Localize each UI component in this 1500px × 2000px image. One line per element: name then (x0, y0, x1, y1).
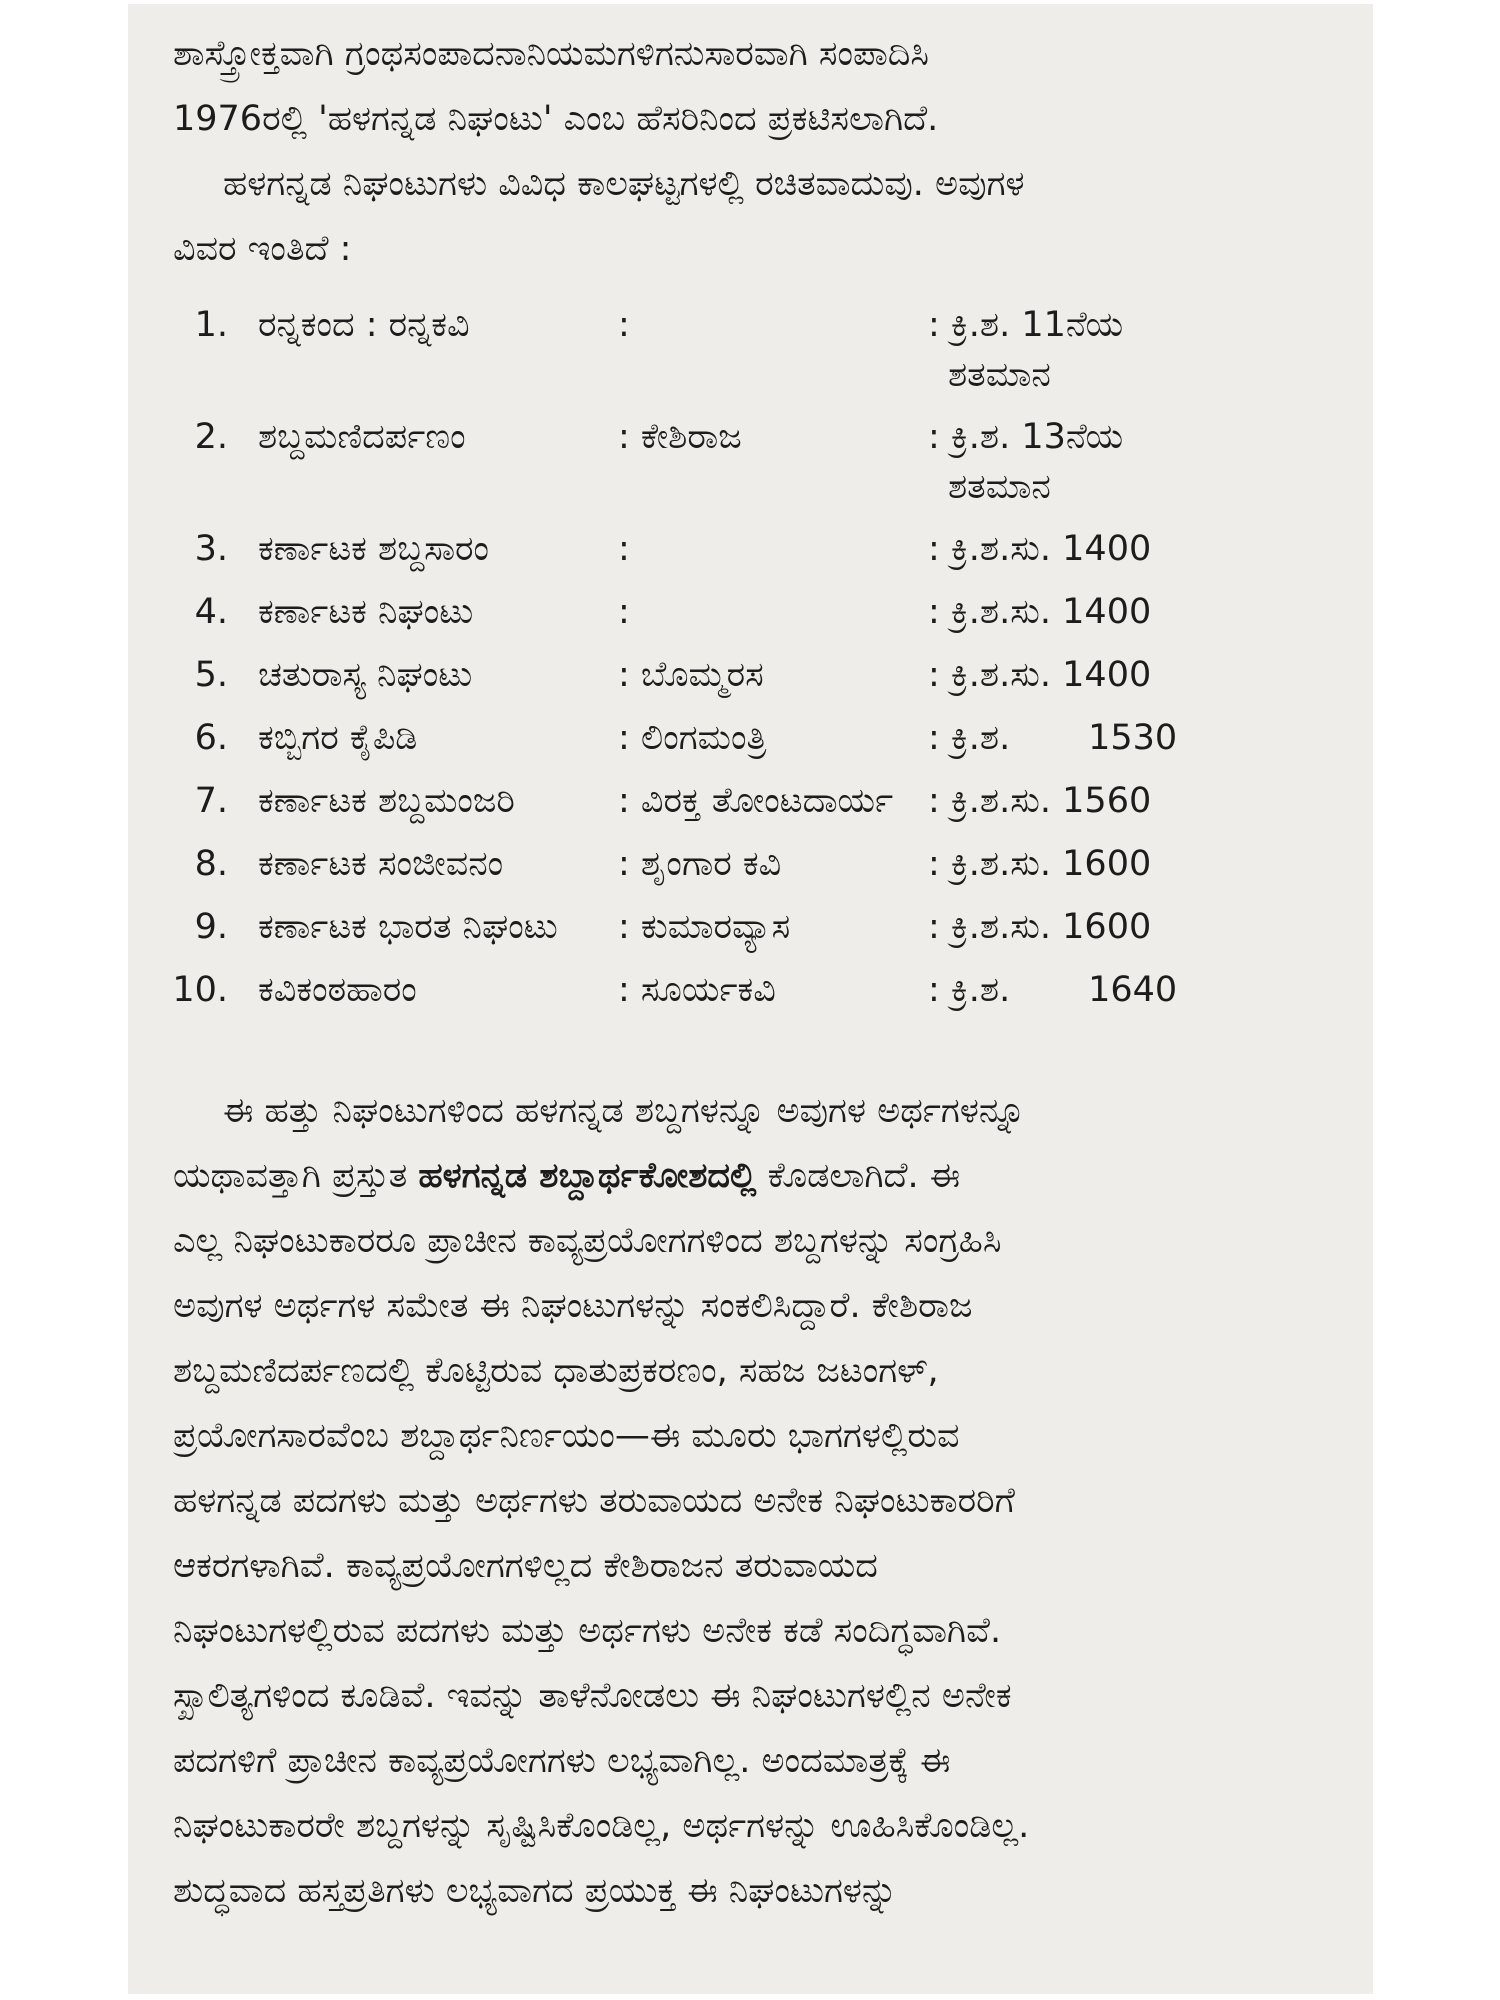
intro-paragraph (173, 22, 1353, 282)
item-number: 5. (194, 655, 228, 695)
item-author: : ಲಿಂಗಮಂತ್ರಿ (618, 718, 767, 758)
list-item (168, 518, 1348, 581)
list-item (168, 770, 1348, 833)
text-line: ಅವುಗಳ ಅರ್ಥಗಳ ಸಮೇತ ಈ ನಿಘಂಟುಗಳನ್ನು ಸಂಕಲಿಸಿದ್ದಾರೆ. ಕೇಶಿರಾಜ (173, 1286, 973, 1326)
nighantu-list (168, 294, 1348, 1022)
text-line: ಶುದ್ಧವಾದ ಹಸ್ತಪ್ರತಿಗಳು ಲಭ್ಯವಾಗದ ಪ್ರಯುಕ್ತ ಈ ನಿಘಂಟುಗಳನ್ನು (173, 1871, 898, 1911)
item-date: : ಕ್ರಿ.ಶ.ಸು. 1400 (928, 592, 1152, 632)
item-author: : (618, 305, 630, 345)
list-item (168, 896, 1348, 959)
list-item (168, 294, 1348, 406)
item-title: ಕವಿಕಂಠಹಾರಂ (258, 970, 417, 1010)
item-author: : ಬೊಮ್ಮರಸ (618, 655, 764, 695)
text-line: ಈ ಹತ್ತು ನಿಘಂಟುಗಳಿಂದ ಹಳಗನ್ನಡ ಶಬ್ದಗಳನ್ನೂ ಅವುಗಳ ಅರ್ಥಗಳನ್ನೂ (223, 1091, 1026, 1131)
book-page (128, 4, 1373, 1994)
book-title: ಹಳಗನ್ನಡ ಶಬ್ದಾರ್ಥಕೋಶದಲ್ಲಿ (418, 1156, 757, 1196)
item-number: 2. (194, 417, 228, 457)
item-date-continued: ಶತಮಾನ (948, 355, 1051, 395)
item-author: : ವಿರಕ್ತ ತೋಂಟದಾರ್ಯ (618, 781, 894, 821)
text-line: ಆಕರಗಳಾಗಿವೆ. ಕಾವ್ಯಪ್ರಯೋಗಗಳಿಲ್ಲದ ಕೇಶಿರಾಜನ ತರುವಾಯದ (173, 1546, 878, 1586)
item-date: : ಕ್ರಿ.ಶ. 1640 (928, 970, 1178, 1010)
item-number: 7. (194, 781, 228, 821)
item-title: ಕರ್ಣಾಟಕ ಶಬ್ದಸಾರಂ (258, 529, 490, 569)
item-number: 9. (194, 907, 228, 947)
item-title: ಕಬ್ಬಿಗರ ಕೈಪಿಡಿ (258, 718, 418, 758)
text-segment: ಕೊಡಲಾಗಿದೆ. ಈ (756, 1156, 961, 1196)
item-number: 3. (194, 529, 228, 569)
item-date: : ಕ್ರಿ.ಶ.ಸು. 1600 (928, 844, 1152, 884)
text-segment: ಯಥಾವತ್ತಾಗಿ ಪ್ರಸ್ತುತ (173, 1156, 419, 1196)
item-date: : ಕ್ರಿ.ಶ.ಸು. 1400 (928, 655, 1152, 695)
item-title: ಚತುರಾಸ್ಯ ನಿಘಂಟು (258, 655, 473, 695)
item-date: : ಕ್ರಿ.ಶ.ಸು. 1600 (928, 907, 1152, 947)
list-item (168, 581, 1348, 644)
list-item (168, 406, 1348, 518)
item-number: 4. (194, 592, 228, 632)
text-line: ನಿಘಂಟುಗಳಲ್ಲಿರುವ ಪದಗಳು ಮತ್ತು ಅರ್ಥಗಳು ಅನೇಕ ಕಡೆ ಸಂದಿಗ್ಧವಾಗಿವೆ. (173, 1611, 1002, 1651)
item-author: : ಶೃಂಗಾರ ಕವಿ (618, 844, 782, 884)
item-date: : ಕ್ರಿ.ಶ. 13ನೆಯ (928, 417, 1124, 457)
text-line: ಸ್ಖಾಲಿತ್ಯಗಳಿಂದ ಕೂಡಿವೆ. ಇವನ್ನು ತಾಳೆನೋಡಲು ಈ ನಿಘಂಟುಗಳಲ್ಲಿನ ಅನೇಕ (173, 1676, 1012, 1716)
item-title: ಕರ್ಣಾಟಕ ಭಾರತ ನಿಘಂಟು (258, 907, 558, 947)
text-line (173, 1144, 1353, 1209)
item-date: : ಕ್ರಿ.ಶ. 11ನೆಯ (928, 305, 1124, 345)
item-date: : ಕ್ರಿ.ಶ.ಸು. 1560 (928, 781, 1152, 821)
item-date: : ಕ್ರಿ.ಶ. 1530 (928, 718, 1178, 758)
item-number: 8. (194, 844, 228, 884)
list-item (168, 959, 1348, 1022)
item-title: ರನ್ನಕಂದ : ರನ್ನಕವಿ (258, 305, 470, 345)
text-line: ಶಬ್ದಮಣಿದರ್ಪಣದಲ್ಲಿ ಕೊಟ್ಟಿರುವ ಧಾತುಪ್ರಕರಣಂ, ಸಹಜ ಜಟಂಗಳ್, (173, 1351, 939, 1391)
list-item (168, 707, 1348, 770)
text-line: ನಿಘಂಟುಕಾರರೇ ಶಬ್ದಗಳನ್ನು ಸೃಷ್ಟಿಸಿಕೊಂಡಿಲ್ಲ, ಅರ್ಥಗಳನ್ನು ಊಹಿಸಿಕೊಂಡಿಲ್ಲ. (173, 1806, 1030, 1846)
text-line: ಎಲ್ಲ ನಿಘಂಟುಕಾರರೂ ಪ್ರಾಚೀನ ಕಾವ್ಯಪ್ರಯೋಗಗಳಿಂದ ಶಬ್ದಗಳನ್ನು ಸಂಗ್ರಹಿಸಿ (173, 1221, 1002, 1261)
list-item (168, 833, 1348, 896)
item-title: ಕರ್ಣಾಟಕ ನಿಘಂಟು (258, 592, 474, 632)
item-date: : ಕ್ರಿ.ಶ.ಸು. 1400 (928, 529, 1152, 569)
item-number: 1. (194, 305, 228, 345)
text-line: 1976ರಲ್ಲಿ 'ಹಳಗನ್ನಡ ನಿಘಂಟು' ಎಂಬ ಹೆಸರಿನಿಂದ ಪ್ರಕಟಿಸಲಾಗಿದೆ. (173, 99, 939, 139)
item-author: : ಕೇಶಿರಾಜ (618, 417, 742, 457)
item-title: ಕರ್ಣಾಟಕ ಶಬ್ದಮಂಜರಿ (258, 781, 515, 821)
item-number: 10. (172, 970, 228, 1010)
list-item (168, 644, 1348, 707)
text-line: ವಿವರ ಇಂತಿದೆ : (173, 229, 352, 269)
text-line: ಹಳಗನ್ನಡ ಪದಗಳು ಮತ್ತು ಅರ್ಥಗಳು ತರುವಾಯದ ಅನೇಕ ನಿಘಂಟುಕಾರರಿಗೆ (173, 1481, 1015, 1521)
item-title: ಕರ್ಣಾಟಕ ಸಂಜೀವನಂ (258, 844, 504, 884)
item-author: : (618, 529, 630, 569)
text-line: ಹಳಗನ್ನಡ ನಿಘಂಟುಗಳು ವಿವಿಧ ಕಾಲಘಟ್ಟಗಳಲ್ಲಿ ರಚಿತವಾದುವು. ಅವುಗಳ (223, 164, 1025, 204)
item-date-continued: ಶತಮಾನ (948, 467, 1051, 507)
body-paragraph (173, 1079, 1353, 1924)
text-line: ಪ್ರಯೋಗಸಾರವೆಂಬ ಶಬ್ದಾರ್ಥನಿರ್ಣಯಂ—ಈ ಮೂರು ಭಾಗಗಳಲ್ಲಿರುವ (173, 1416, 960, 1456)
text-line: ಪದಗಳಿಗೆ ಪ್ರಾಚೀನ ಕಾವ್ಯಪ್ರಯೋಗಗಳು ಲಭ್ಯವಾಗಿಲ್ಲ. ಅಂದಮಾತ್ರಕ್ಕೆ ಈ (173, 1741, 951, 1781)
text-line: ಶಾಸ್ತ್ರೋಕ್ತವಾಗಿ ಗ್ರಂಥಸಂಪಾದನಾನಿಯಮಗಳಿಗನುಸಾರವಾಗಿ ಸಂಪಾದಿಸಿ (173, 34, 929, 74)
item-title: ಶಬ್ದಮಣಿದರ್ಪಣಂ (258, 417, 466, 457)
item-author: : ಸೂರ್ಯಕವಿ (618, 970, 776, 1010)
item-author: : ಕುಮಾರವ್ಯಾಸ (618, 907, 791, 947)
item-author: : (618, 592, 630, 632)
item-number: 6. (194, 718, 228, 758)
